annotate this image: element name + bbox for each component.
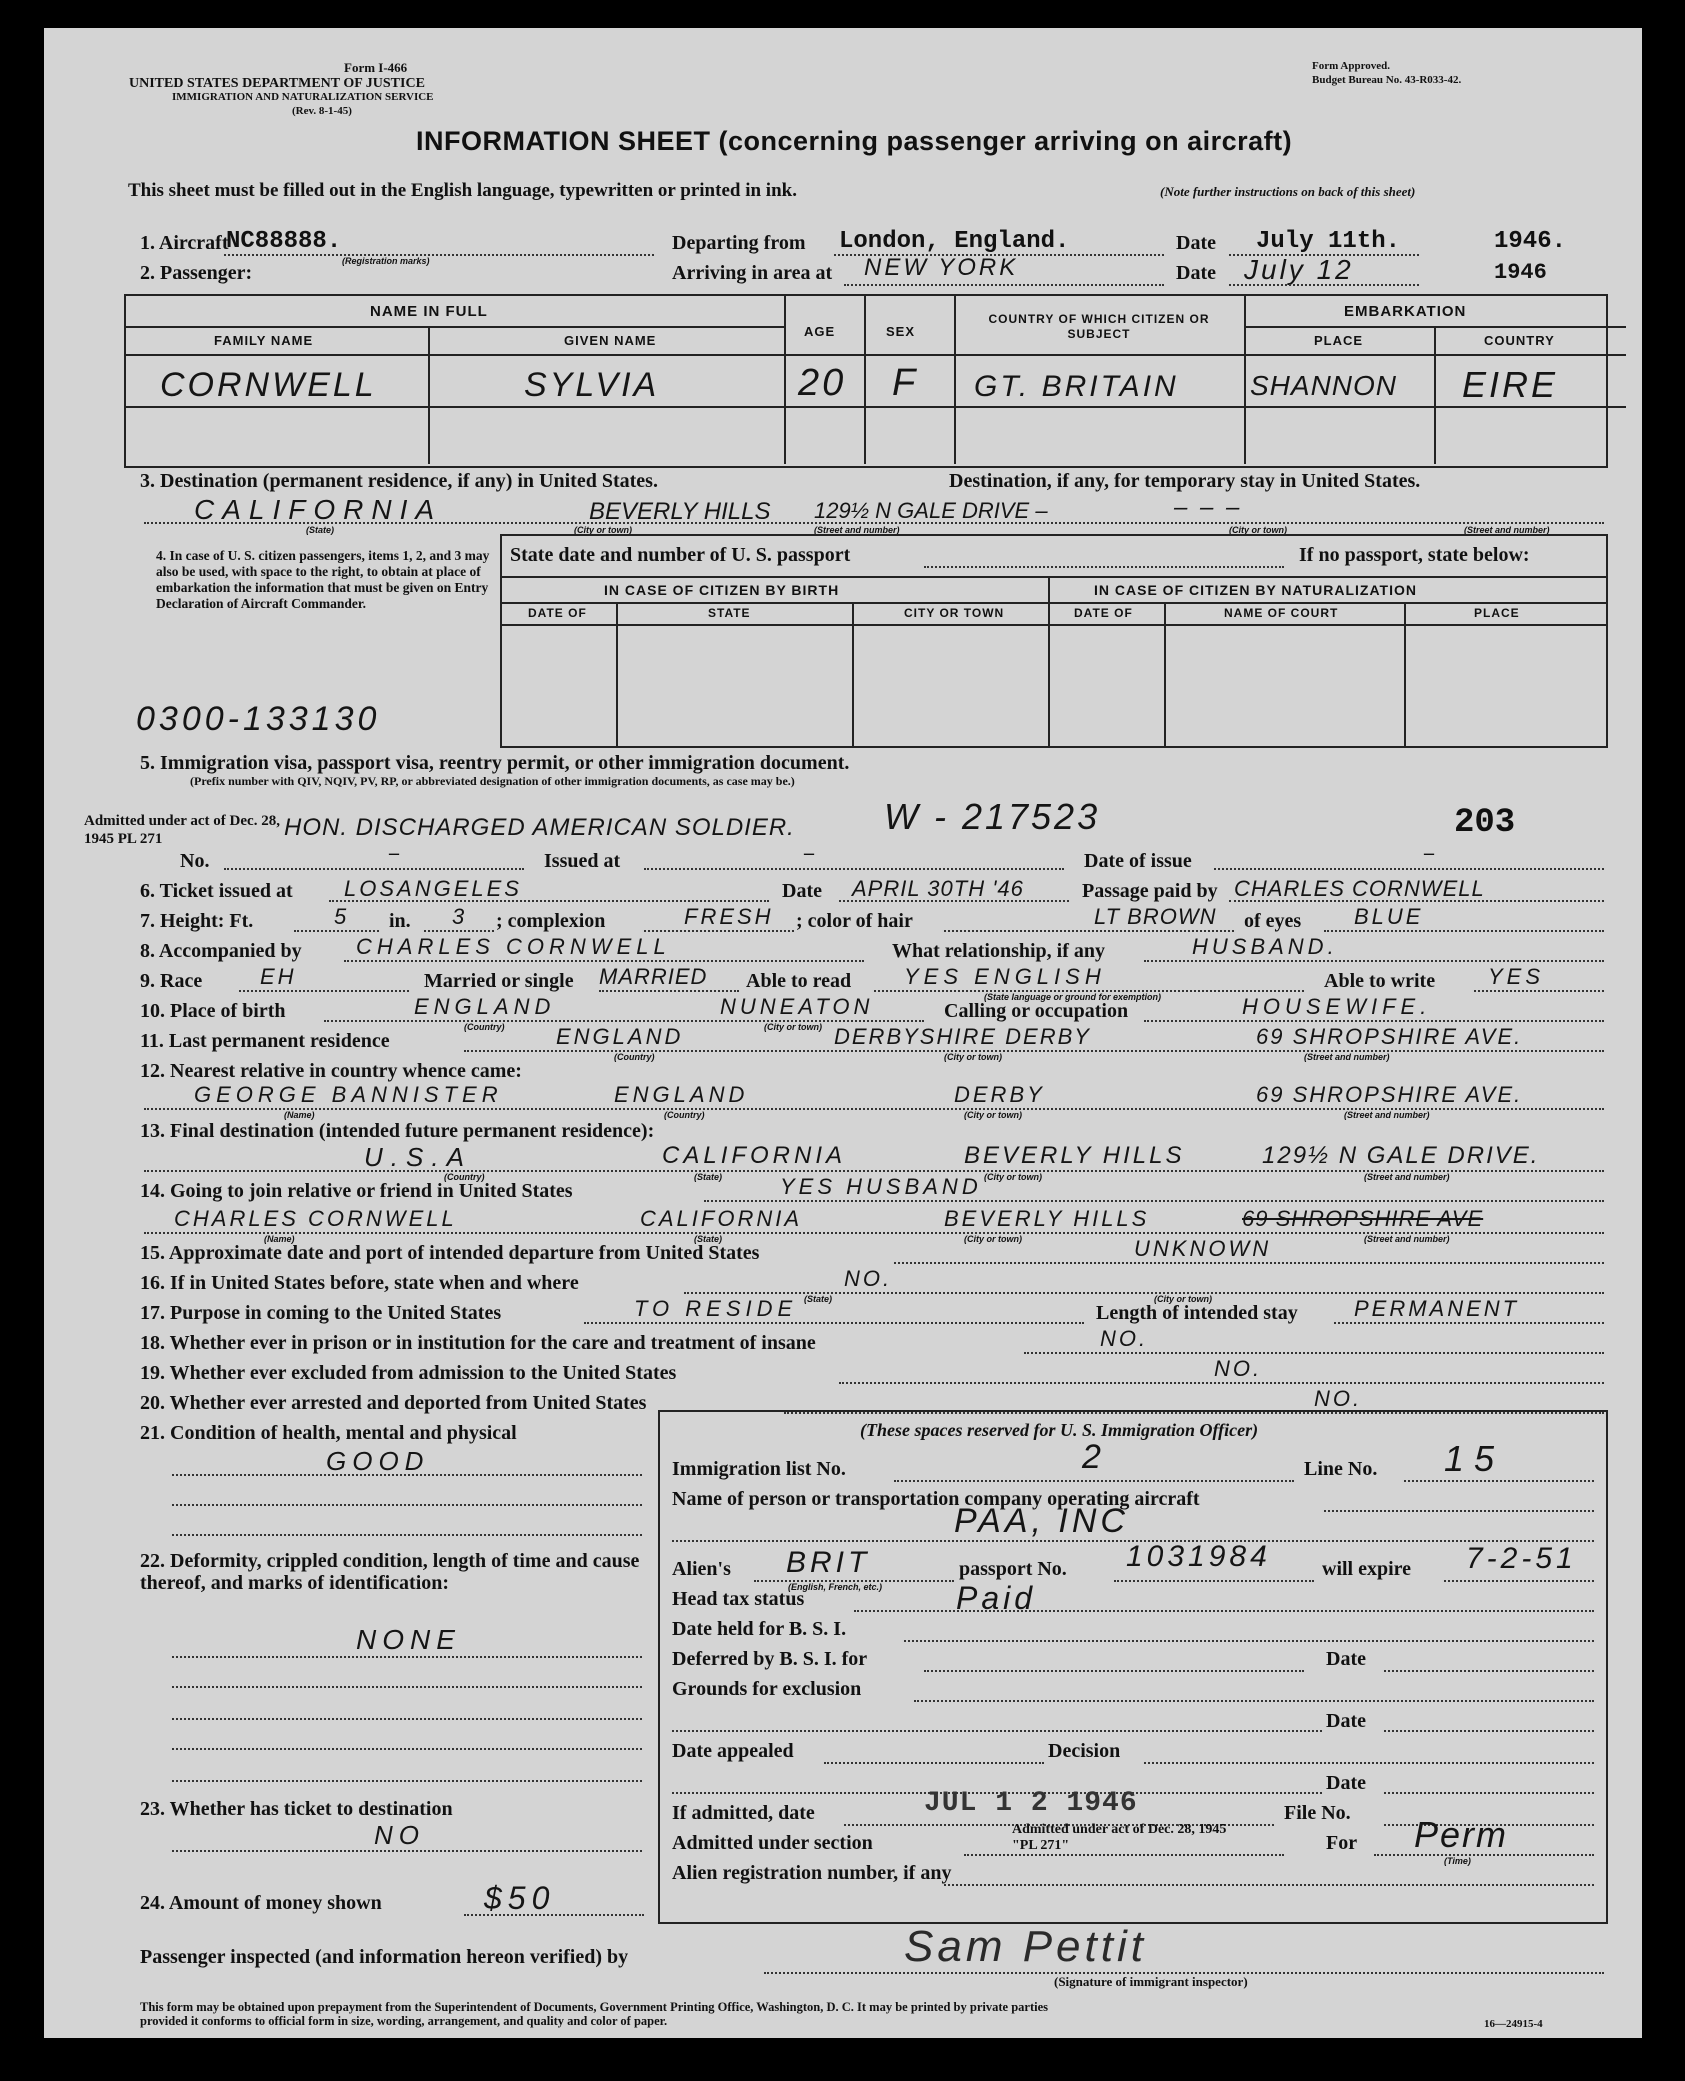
instructions-text: This sheet must be filled out in the English language, typewritten or printed in ink.: [128, 180, 797, 201]
previous-visit-value: NO.: [844, 1266, 893, 1291]
date-of-nat-header: DATE OF: [1074, 606, 1133, 620]
country-header: COUNTRY: [1484, 333, 1555, 348]
admitted-stamp: Admitted under act of Dec. 28, 1945 PL 271: [84, 813, 280, 847]
occupation-label: Calling or occupation: [944, 1000, 1129, 1022]
expire-label: will expire: [1322, 1558, 1412, 1580]
temp-destination-label: Destination, if any, for temporary stay in United States.: [949, 470, 1421, 492]
family-name-value: CORNWELL: [160, 366, 377, 404]
embark-place-value: SHANNON: [1250, 370, 1398, 401]
married-value: MARRIED: [599, 964, 708, 989]
departure-year: 1946.: [1494, 228, 1567, 255]
arrival-year: 1946: [1494, 260, 1547, 285]
inspected-label: Passenger inspected (and information hereon verified) by: [140, 1946, 629, 1968]
write-value: YES: [1488, 964, 1545, 989]
operator-value: PAA, INC: [954, 1502, 1129, 1540]
form-revision: (Rev. 8-1-45): [292, 105, 352, 117]
admitted-section-stamp: Admitted under act of Dec. 28, 1945 "PL 271": [1012, 1822, 1227, 1853]
final-city-caption: (City or town): [984, 1172, 1042, 1182]
alien-passport-value: 1031984: [1126, 1540, 1271, 1573]
grounds-label: Grounds for exclusion: [672, 1678, 862, 1700]
form-sheet: [44, 28, 1642, 2038]
immigration-list-label: Immigration list No.: [672, 1458, 846, 1480]
join-relative-street: 69 SHROPSHIRE AVE: [1242, 1206, 1484, 1231]
form-number: Form I-466: [344, 60, 408, 75]
join-relative-name: CHARLES CORNWELL: [174, 1206, 457, 1231]
appealed-date-label: Date: [1326, 1772, 1366, 1794]
immigration-doc-label: 5. Immigration visa, passport visa, reentry permit, or other immigration document.: [140, 752, 850, 774]
embark-country-value: EIRE: [1462, 364, 1559, 405]
ticket-issued-value: LOSANGELES: [344, 876, 522, 901]
name-in-full-header: NAME IN FULL: [370, 303, 488, 320]
join-name-caption: (Name): [264, 1234, 295, 1244]
stay-length-value: PERMANENT: [1354, 1296, 1520, 1321]
complexion-value: FRESH: [684, 904, 774, 929]
given-name-header: GIVEN NAME: [564, 333, 657, 348]
married-label: Married or single: [424, 970, 574, 992]
join-relative-value: YES HUSBAND: [780, 1174, 982, 1199]
handwritten-number: 0300-133130: [136, 700, 381, 738]
nat-place-header: PLACE: [1474, 606, 1520, 620]
ticket-date-label: Date: [782, 880, 822, 902]
purpose-value: TO RESIDE: [634, 1296, 798, 1321]
alien-label: Alien's: [672, 1558, 731, 1580]
passenger-label: 2. Passenger:: [140, 262, 253, 284]
operator-label: Name of person or transportation company operating aircraft: [672, 1488, 1200, 1510]
nearest-relative-country-caption: (Country): [664, 1110, 705, 1120]
join-street-caption: (Street and number): [1364, 1234, 1450, 1244]
birthplace-city: NUNEATON: [720, 994, 874, 1019]
head-tax-label: Head tax status: [672, 1588, 805, 1610]
arrival-date: July 12: [1244, 254, 1354, 285]
prison-value: NO.: [1100, 1326, 1149, 1351]
caption-city: (City or town): [574, 525, 632, 535]
footer-note-1: This form may be obtained upon prepayment from the Superintendent of Documents, Government Printing Office, Washington, D. C. It may be printed by private parties: [140, 2000, 1048, 2014]
admitted-section-label: Admitted under section: [672, 1832, 873, 1854]
eyes-label: of eyes: [1244, 910, 1302, 932]
height-in-value: 3: [452, 904, 468, 929]
for-value: Perm: [1414, 1814, 1509, 1855]
alien-caption: (English, French, etc.): [788, 1582, 883, 1592]
temp-destination-value: – – –: [1174, 494, 1243, 521]
date-of-header: DATE OF: [528, 606, 587, 620]
last-residence-city-caption: (City or town): [944, 1052, 1002, 1062]
issued-at-value: –: [804, 842, 814, 864]
footer-note-2: provided it conforms to official form in size, wording, arrangement, and quality and color of paper.: [140, 2014, 668, 2028]
passport-label: State date and number of U. S. passport: [510, 544, 851, 566]
arriving-value: NEW YORK: [864, 254, 1019, 281]
given-name-value: SYLVIA: [524, 366, 660, 404]
place-header: PLACE: [1314, 333, 1364, 348]
departure-date: July 11th.: [1256, 228, 1401, 255]
stay-length-label: Length of intended stay: [1096, 1302, 1298, 1324]
relationship-label: What relationship, if any: [892, 940, 1105, 962]
embarkation-header: EMBARKATION: [1344, 303, 1467, 320]
nearest-relative-name: GEORGE BANNISTER: [194, 1082, 503, 1107]
prison-label: 18. Whether ever in prison or in institution for the care and treatment of insane: [140, 1332, 816, 1354]
ticket-destination-label: 23. Whether has ticket to destination: [140, 1798, 453, 1820]
last-residence-country: ENGLAND: [556, 1024, 684, 1049]
previous-visit-state-caption: (State): [804, 1294, 833, 1304]
accompanied-label: 8. Accompanied by: [140, 940, 302, 962]
sex-value: F: [892, 362, 919, 404]
previous-visit-label: 16. If in United States before, state when and where: [140, 1272, 579, 1294]
health-label: 21. Condition of health, mental and physical: [140, 1422, 517, 1444]
deported-label: 20. Whether ever arrested and deported from United States: [140, 1392, 647, 1414]
destination-state: CALIFORNIA: [194, 494, 443, 525]
name-of-court-header: NAME OF COURT: [1224, 606, 1339, 620]
read-label: Able to read: [746, 970, 852, 992]
line-no-label: Line No.: [1304, 1458, 1378, 1480]
birthplace-country: ENGLAND: [414, 994, 556, 1019]
alien-passport-label: passport No.: [959, 1558, 1067, 1580]
deferred-date-label: Date: [1326, 1648, 1366, 1670]
nearest-relative-street-caption: (Street and number): [1344, 1110, 1430, 1120]
final-destination-state: CALIFORNIA: [662, 1142, 847, 1169]
final-state-caption: (State): [694, 1172, 723, 1182]
alien-value: BRIT: [786, 1546, 871, 1579]
age-value: 20: [798, 362, 847, 404]
registration-caption: (Registration marks): [342, 256, 430, 266]
read-value: YES ENGLISH: [904, 964, 1106, 989]
purpose-label: 17. Purpose in coming to the United States: [140, 1302, 502, 1324]
arriving-label: Arriving in area at: [672, 262, 833, 284]
passage-paid-value: CHARLES CORNWELL: [1234, 876, 1485, 901]
birth-header: IN CASE OF CITIZEN BY BIRTH: [604, 582, 840, 598]
nearest-relative-city-caption: (City or town): [964, 1110, 1022, 1120]
excluded-value: NO.: [1214, 1356, 1263, 1381]
final-destination-city: BEVERLY HILLS: [964, 1142, 1185, 1169]
caption-street: (Street and number): [814, 525, 900, 535]
deformity-value: NONE: [356, 1624, 461, 1655]
nearest-relative-label: 12. Nearest relative in country whence came:: [140, 1060, 522, 1082]
signature-caption: (Signature of immigrant inspector): [1054, 1974, 1248, 1989]
citizen-of-value: GT. BRITAIN: [974, 370, 1179, 403]
final-destination-street: 129½ N GALE DRIVE.: [1262, 1142, 1540, 1169]
final-country-caption: (Country): [444, 1172, 485, 1182]
department-name: UNITED STATES DEPARTMENT OF JUSTICE: [129, 76, 425, 91]
ticket-destination-value: NO: [374, 1820, 425, 1850]
caption-temp-city: (City or town): [1229, 525, 1287, 535]
join-relative-city: BEVERLY HILLS: [944, 1206, 1150, 1231]
doc-no-label: No.: [180, 850, 210, 872]
form-approved: Form Approved.: [1312, 60, 1391, 72]
note-text: (Note further instructions on back of this sheet): [1160, 184, 1416, 199]
birthplace-city-caption: (City or town): [764, 1022, 822, 1032]
date-of-issue-value: –: [1424, 842, 1434, 864]
age-header: AGE: [804, 324, 836, 339]
passage-paid-label: Passage paid by: [1082, 880, 1218, 902]
officer-box-title: (These spaces reserved for U. S. Immigration Officer): [860, 1420, 1259, 1440]
destination-label: 3. Destination (permanent residence, if any) in United States.: [140, 470, 658, 492]
last-residence-city: DERBYSHIRE DERBY: [834, 1024, 1091, 1049]
file-no-label: File No.: [1284, 1802, 1351, 1824]
state-header: STATE: [708, 606, 751, 620]
for-caption: (Time): [1444, 1856, 1471, 1866]
hair-color-label: ; color of hair: [796, 910, 913, 932]
height-ft-value: 5: [334, 904, 350, 929]
nearest-relative-street: 69 SHROPSHIRE AVE.: [1256, 1082, 1523, 1107]
nearest-relative-name-caption: (Name): [284, 1110, 315, 1120]
money-label: 24. Amount of money shown: [140, 1892, 382, 1914]
date-label-2: Date: [1176, 262, 1216, 284]
destination-city: BEVERLY HILLS: [589, 498, 771, 525]
country-citizen-header: COUNTRY OF WHICH CITIZEN OR SUBJECT: [988, 312, 1210, 341]
final-destination-label: 13. Final destination (intended future permanent residence):: [140, 1120, 655, 1142]
birthplace-country-caption: (Country): [464, 1022, 505, 1032]
form-title: INFORMATION SHEET (concerning passenger arriving on aircraft): [416, 126, 1293, 156]
join-relative-label: 14. Going to join relative or friend in United States: [140, 1180, 573, 1202]
appealed-label: Date appealed: [672, 1740, 794, 1762]
write-label: Able to write: [1324, 970, 1436, 992]
caption-state: (State): [306, 525, 335, 535]
departing-value: London, England.: [839, 228, 1070, 255]
inspector-signature: Sam Pettit: [904, 1922, 1147, 1971]
relationship-value: HUSBAND.: [1192, 934, 1338, 959]
departure-plan-label: 15. Approximate date and port of intended departure from United States: [140, 1242, 760, 1264]
document-number: W - 217523: [884, 796, 1101, 837]
departing-label: Departing from: [672, 232, 806, 254]
destination-street: 129½ N GALE DRIVE –: [814, 498, 1048, 523]
caption-temp-street: (Street and number): [1464, 525, 1550, 535]
registration-label: Alien registration number, if any: [672, 1862, 952, 1884]
last-residence-street-caption: (Street and number): [1304, 1052, 1390, 1062]
money-value: $50: [484, 1880, 556, 1916]
no-passport-label: If no passport, state below:: [1299, 544, 1530, 566]
join-relative-state: CALIFORNIA: [640, 1206, 803, 1231]
city-or-town-header: CITY OR TOWN: [904, 606, 1005, 620]
grounds-date-label: Date: [1326, 1710, 1366, 1732]
accompanied-value: CHARLES CORNWELL: [356, 934, 671, 959]
family-name-header: FAMILY NAME: [214, 333, 314, 348]
budget-number: Budget Bureau No. 43-R033-42.: [1312, 74, 1462, 86]
expire-value: 7-2-51: [1466, 1542, 1577, 1575]
naturalization-header: IN CASE OF CITIZEN BY NATURALIZATION: [1094, 582, 1417, 598]
occupation-value: HOUSEWIFE.: [1242, 994, 1432, 1019]
deferred-label: Deferred by B. S. I. for: [672, 1648, 868, 1670]
race-value: EH: [260, 964, 297, 989]
join-state-caption: (State): [694, 1234, 723, 1244]
deported-value: NO.: [1314, 1386, 1363, 1411]
nearest-relative-country: ENGLAND: [614, 1082, 749, 1107]
last-residence-country-caption: (Country): [614, 1052, 655, 1062]
read-caption: (State language or ground for exemption): [984, 992, 1162, 1002]
date-of-issue-label: Date of issue: [1084, 850, 1192, 872]
excluded-label: 19. Whether ever excluded from admission to the United States: [140, 1362, 677, 1384]
document-code: 203: [1454, 804, 1516, 842]
decision-label: Decision: [1048, 1740, 1121, 1762]
join-city-caption: (City or town): [964, 1234, 1022, 1244]
previous-visit-city-caption: (City or town): [1154, 1294, 1212, 1304]
departure-plan-value: UNKNOWN: [1134, 1236, 1272, 1261]
issued-at-label: Issued at: [544, 850, 621, 872]
health-value: GOOD: [326, 1446, 430, 1476]
line-no-value: 15: [1444, 1438, 1505, 1479]
final-destination-country: U.S.A: [364, 1142, 472, 1172]
for-label: For: [1326, 1832, 1358, 1854]
height-in-label: in.: [389, 910, 411, 932]
last-residence-label: 11. Last permanent residence: [140, 1030, 390, 1052]
bsi-label: Date held for B. S. I.: [672, 1618, 847, 1640]
last-residence-street: 69 SHROPSHIRE AVE.: [1256, 1024, 1523, 1049]
admitted-date-label: If admitted, date: [672, 1802, 815, 1824]
service-name: IMMIGRATION AND NATURALIZATION SERVICE: [172, 91, 434, 103]
immigration-doc-sub: (Prefix number with QIV, NQIV, PV, RP, or abbreviated designation of other immigration documents, as case may be.): [190, 774, 795, 788]
eyes-value: BLUE: [1354, 904, 1424, 929]
footer-code: 16—24915-4: [1484, 2018, 1543, 2030]
ticket-issued-label: 6. Ticket issued at: [140, 880, 293, 902]
aircraft-label: 1. Aircraft: [140, 232, 229, 254]
immigration-list-value: 2: [1082, 1438, 1104, 1476]
height-label: 7. Height: Ft.: [140, 910, 254, 932]
deformity-label: 22. Deformity, crippled condition, length of time and cause thereof, and marks of identification:: [140, 1550, 640, 1594]
sex-header: SEX: [886, 324, 916, 339]
doc-no-value: –: [389, 842, 399, 864]
nearest-relative-city: DERBY: [954, 1082, 1045, 1107]
admitted-date-value: JUL 1 2 1946: [924, 1788, 1138, 1819]
ticket-date-value: APRIL 30TH '46: [852, 876, 1024, 901]
citizen-instructions: 4. In case of U. S. citizen passengers, items 1, 2, and 3 may also be used, with space to the right, to obtain at place of embarkation the information that must be given on Entry Declaration of Aircraft Commander.: [156, 548, 490, 611]
date-label-1: Date: [1176, 232, 1216, 254]
birthplace-label: 10. Place of birth: [140, 1000, 286, 1022]
aircraft-value: NC88888.: [226, 228, 342, 255]
head-tax-value: Paid: [956, 1580, 1037, 1616]
immigration-document: HON. DISCHARGED AMERICAN SOLDIER.: [284, 814, 795, 841]
complexion-label: ; complexion: [496, 910, 606, 932]
final-street-caption: (Street and number): [1364, 1172, 1450, 1182]
race-label: 9. Race: [140, 970, 203, 992]
hair-color-value: LT BROWN: [1094, 904, 1217, 929]
